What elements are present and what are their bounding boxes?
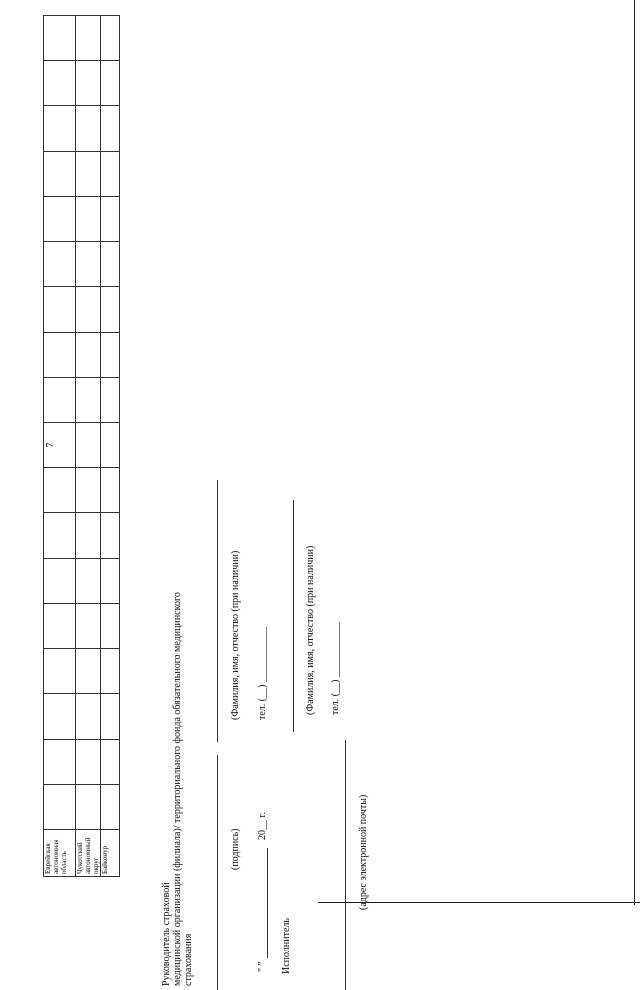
signature-caption: (подпись) <box>230 828 241 870</box>
fio-caption: (Фамилия, имя, отчество (при наличии) <box>230 550 241 720</box>
table-cell <box>44 196 76 241</box>
table-cell <box>76 196 101 241</box>
table-cell <box>44 377 76 422</box>
table-cell <box>101 513 120 558</box>
table-cell <box>101 784 120 829</box>
table-cell <box>44 468 76 513</box>
table-cell <box>76 739 101 784</box>
table-cell <box>76 423 101 468</box>
date-month-line <box>267 848 268 920</box>
table-cell <box>44 106 76 151</box>
head-title-line2: медицинской организации (филиала)/ территориального фонда обязательного медицинского <box>172 592 183 986</box>
phone-label: тел. (__) ___________ <box>257 627 268 720</box>
table-cell <box>44 649 76 694</box>
table-cell <box>44 16 76 61</box>
phone-label-2: тел. (__) ___________ <box>330 622 341 715</box>
date-quote: " " <box>257 961 268 972</box>
table-cell <box>44 513 76 558</box>
table-cell <box>76 242 101 287</box>
table-cell <box>76 151 101 196</box>
signature-block <box>155 250 385 990</box>
email-caption: (адрес электронной почты) <box>358 794 369 910</box>
page-border-right <box>634 0 635 905</box>
table-row <box>44 16 76 877</box>
region-name-cell: Чукотский автономный округ <box>76 830 101 877</box>
fio-caption-2: (Фамилия, имя, отчество (при наличии) <box>305 545 316 715</box>
regions-table-wrap <box>43 15 113 877</box>
table-cell <box>76 61 101 106</box>
table-cell <box>76 377 101 422</box>
table-cell <box>101 377 120 422</box>
signature-line <box>217 755 218 990</box>
table-cell <box>101 423 120 468</box>
head-title-line1: Руководитель страховой <box>161 882 172 986</box>
table-cell <box>76 16 101 61</box>
table-cell <box>76 603 101 648</box>
table-cell <box>44 287 76 332</box>
table-cell <box>101 16 120 61</box>
table-cell <box>101 242 120 287</box>
table-cell <box>76 649 101 694</box>
table-cell <box>44 242 76 287</box>
table-cell <box>44 558 76 603</box>
region-name-cell: Еврейская автономная область <box>44 830 76 877</box>
table-cell <box>101 106 120 151</box>
table-cell <box>44 332 76 377</box>
table-cell <box>76 513 101 558</box>
table-row <box>76 16 101 877</box>
table-cell <box>76 784 101 829</box>
table-cell <box>101 558 120 603</box>
table-cell <box>76 332 101 377</box>
table-cell <box>76 106 101 151</box>
head-title-line3: страхования <box>183 933 194 986</box>
table-cell <box>101 694 120 739</box>
table-cell <box>101 332 120 377</box>
table-cell <box>44 603 76 648</box>
table-cell <box>76 558 101 603</box>
date-day-line <box>267 920 268 958</box>
table-cell <box>101 603 120 648</box>
table-cell <box>76 287 101 332</box>
table-cell <box>76 468 101 513</box>
page-number: 7 <box>44 442 56 448</box>
table-cell <box>44 61 76 106</box>
table-cell <box>44 694 76 739</box>
regions-table <box>43 15 120 877</box>
table-cell <box>101 196 120 241</box>
table-cell <box>101 468 120 513</box>
table-cell <box>44 423 76 468</box>
table-cell <box>101 649 120 694</box>
table-cell <box>44 739 76 784</box>
table-row <box>101 16 120 877</box>
table-cell <box>44 151 76 196</box>
table-cell <box>44 784 76 829</box>
table-cell <box>101 739 120 784</box>
fio-line <box>217 480 218 742</box>
date-year: 20__ г. <box>257 812 268 840</box>
executor-label: Исполнитель <box>281 918 292 974</box>
email-line <box>345 740 346 990</box>
table-cell <box>101 287 120 332</box>
table-cell <box>76 694 101 739</box>
fio-line-2 <box>293 500 294 732</box>
table-cell <box>101 151 120 196</box>
region-name-cell: Байконур <box>101 830 120 877</box>
table-cell <box>101 61 120 106</box>
